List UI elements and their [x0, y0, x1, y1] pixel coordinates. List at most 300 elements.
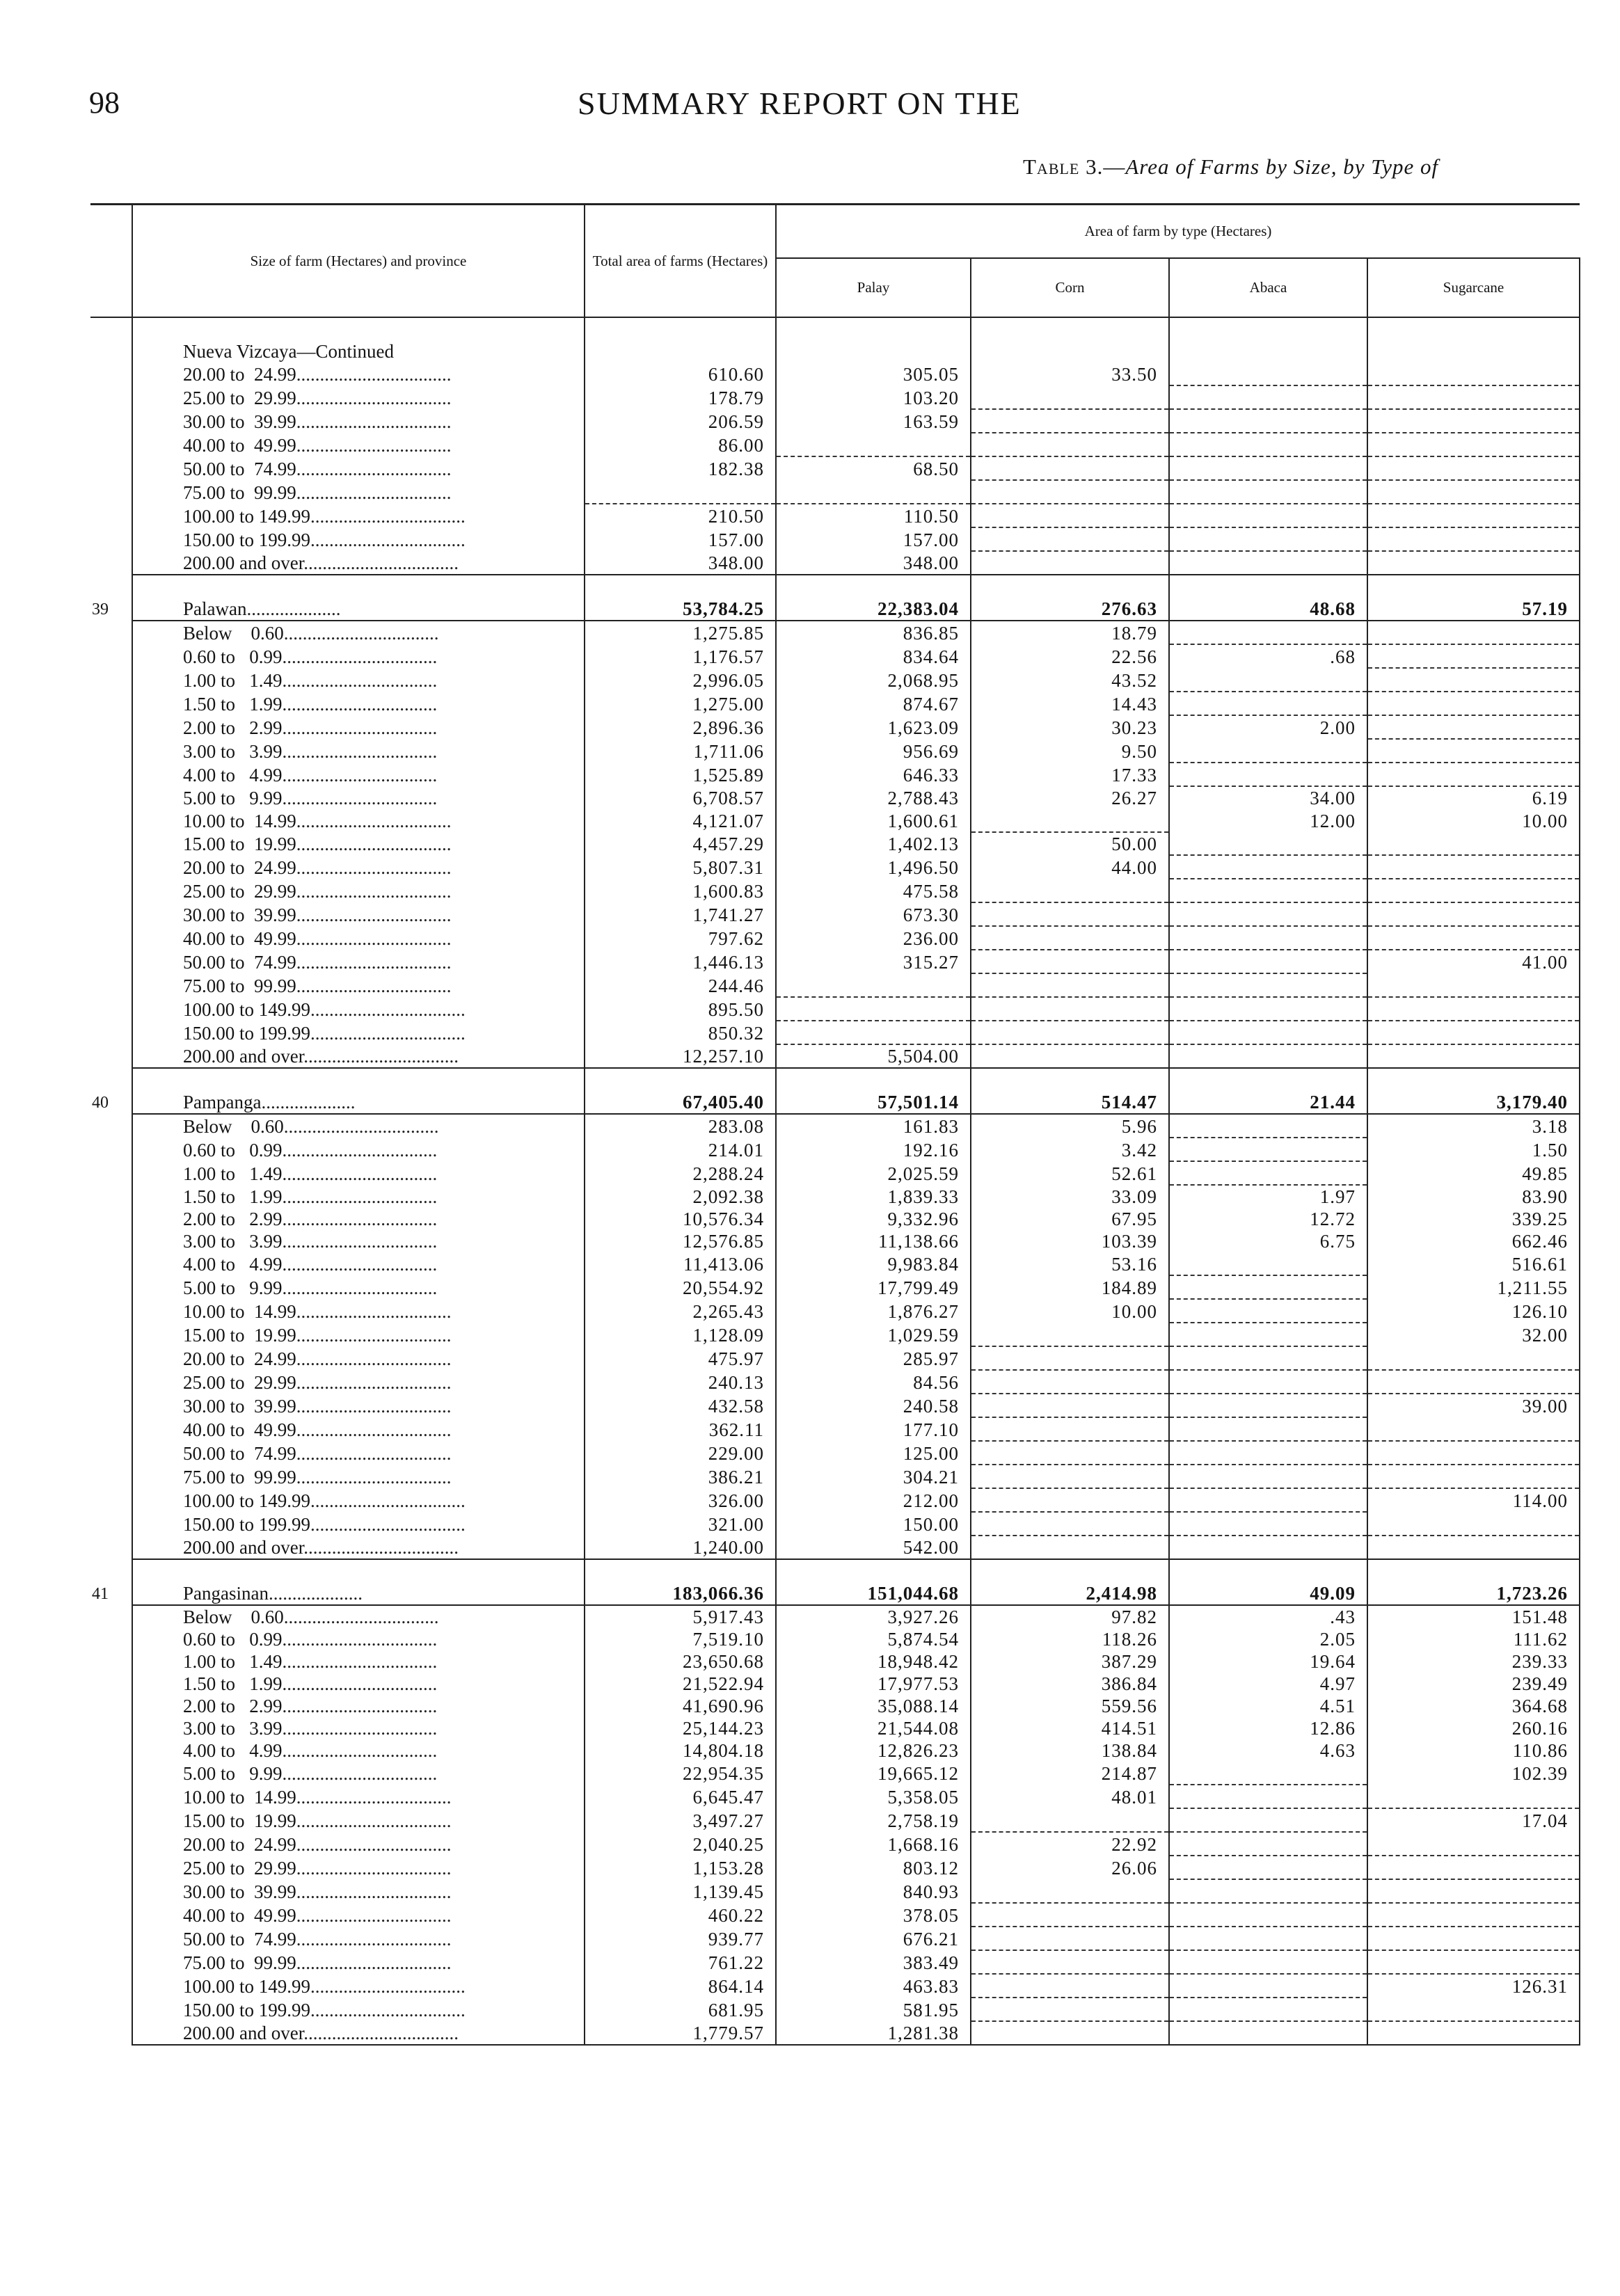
row-number-blank	[90, 855, 132, 879]
table-row	[90, 1974, 1580, 1998]
table-row	[90, 1605, 1580, 1628]
total-area-cell: 178.79	[585, 385, 776, 409]
corn-area-cell: 50.00	[971, 832, 1169, 855]
leader-dots: .................................	[296, 834, 452, 854]
size-class-label: 200.00 and over	[183, 1046, 304, 1067]
table-row	[90, 902, 1580, 926]
palay-area-cell: 68.50	[776, 456, 971, 480]
total-area-cell: 475.97	[585, 1346, 776, 1370]
sugarcane-area-cell: 126.31	[1367, 1974, 1580, 1998]
table-row	[90, 1785, 1580, 1808]
sugarcane-area-cell: 516.61	[1367, 1252, 1580, 1275]
province-corn-area: 514.47	[971, 1091, 1169, 1114]
leader-dots: .................................	[296, 388, 452, 408]
row-number-blank	[90, 1879, 132, 1903]
sugarcane-area-cell: 1.50	[1367, 1138, 1580, 1161]
table-row	[90, 1275, 1580, 1299]
sugarcane-area-cell	[1367, 1950, 1580, 1974]
size-class-label: Below 0.60	[183, 623, 284, 644]
corn-area-cell	[971, 950, 1169, 973]
palay-area-cell: 110.50	[776, 504, 971, 527]
palay-area-cell: 1,029.59	[776, 1323, 971, 1346]
row-number-blank	[90, 1044, 132, 1068]
sugarcane-area-cell: 102.39	[1367, 1762, 1580, 1785]
corn-area-cell: 9.50	[971, 739, 1169, 763]
total-area-cell: 86.00	[585, 433, 776, 456]
corn-area-cell: 214.87	[971, 1762, 1169, 1785]
leader-dots: .................................	[296, 1419, 452, 1440]
total-area-cell: 681.95	[585, 1998, 776, 2021]
palay-area-cell: 285.97	[776, 1346, 971, 1370]
header-size: Size of farm (Hectares) and province	[132, 205, 585, 318]
row-number-blank	[90, 1903, 132, 1927]
leader-dots: .................................	[303, 2023, 459, 2043]
abaca-area-cell	[1169, 1879, 1367, 1903]
table-row	[90, 668, 1580, 692]
abaca-area-cell: 12.72	[1169, 1208, 1367, 1230]
leader-dots: .................................	[310, 2000, 466, 2020]
section-spacer	[90, 575, 1580, 598]
corn-area-cell	[971, 2021, 1169, 2045]
row-number-blank	[90, 504, 132, 527]
province-number: 39	[92, 600, 109, 619]
size-class-label: 3.00 to 3.99	[183, 741, 283, 762]
table-row	[90, 1394, 1580, 1417]
palay-area-cell: 1,402.13	[776, 832, 971, 855]
total-area-cell: 939.77	[585, 1927, 776, 1950]
palay-area-cell: 581.95	[776, 1998, 971, 2021]
row-number-blank	[90, 1762, 132, 1785]
abaca-area-cell	[1169, 1161, 1367, 1185]
abaca-area-cell	[1169, 433, 1367, 456]
abaca-area-cell	[1169, 997, 1367, 1021]
table-row	[90, 1417, 1580, 1441]
size-class-label: 50.00 to 74.99	[183, 1929, 296, 1950]
corn-area-cell	[971, 551, 1169, 575]
size-class-label: 25.00 to 29.99	[183, 1858, 296, 1879]
table-row	[90, 1628, 1580, 1650]
total-area-cell: 2,288.24	[585, 1161, 776, 1185]
leader-dots: .................................	[296, 1301, 452, 1322]
abaca-area-cell	[1169, 409, 1367, 433]
corn-area-cell	[971, 1346, 1169, 1370]
section-spacer	[90, 1559, 1580, 1582]
row-number-blank	[90, 1717, 132, 1739]
table-row	[90, 739, 1580, 763]
row-number-blank	[90, 1785, 132, 1808]
palay-area-cell: 17,799.49	[776, 1275, 971, 1299]
corn-area-cell	[971, 527, 1169, 551]
row-number-blank	[90, 1465, 132, 1488]
size-class	[132, 1998, 585, 2021]
corn-area-cell	[971, 480, 1169, 504]
size-class	[132, 1346, 585, 1370]
corn-area-cell: 18.79	[971, 621, 1169, 644]
province-number: 41	[92, 1584, 109, 1603]
sugarcane-area-cell	[1367, 1998, 1580, 2021]
row-number-blank	[90, 763, 132, 786]
total-area-cell: 182.38	[585, 456, 776, 480]
corn-area-cell	[971, 1441, 1169, 1465]
size-class-label: 20.00 to 24.99	[183, 364, 296, 385]
abaca-area-cell: 2.00	[1169, 715, 1367, 739]
palay-area-cell: 1,281.38	[776, 2021, 971, 2045]
size-class	[132, 504, 585, 527]
size-class-label: 20.00 to 24.99	[183, 857, 296, 878]
leader-dots: .................................	[296, 482, 452, 503]
corn-area-cell: 26.27	[971, 786, 1169, 809]
table-row	[90, 1161, 1580, 1185]
palay-area-cell: 840.93	[776, 1879, 971, 1903]
province-corn-area	[971, 340, 1169, 362]
leader-dots: .................................	[296, 904, 452, 925]
total-area-cell: 864.14	[585, 1974, 776, 1998]
row-number-blank	[90, 1021, 132, 1044]
size-class	[132, 1903, 585, 1927]
sugarcane-area-cell: 114.00	[1367, 1488, 1580, 1512]
size-class	[132, 1394, 585, 1417]
total-area-cell: 210.50	[585, 504, 776, 527]
total-area-cell: 6,708.57	[585, 786, 776, 809]
size-class-label: 25.00 to 29.99	[183, 881, 296, 902]
leader-dots: .................................	[303, 1046, 459, 1067]
size-class-label: 5.00 to 9.99	[183, 1763, 283, 1784]
page-heading: SUMMARY REPORT ON THE	[578, 86, 1022, 121]
size-class-label: 30.00 to 39.99	[183, 1881, 296, 1902]
palay-area-cell: 5,504.00	[776, 1044, 971, 1068]
size-class-label: 5.00 to 9.99	[183, 1277, 283, 1298]
size-class-label: 40.00 to 49.99	[183, 1419, 296, 1440]
corn-area-cell: 386.84	[971, 1673, 1169, 1695]
sugarcane-area-cell: 662.46	[1367, 1230, 1580, 1252]
table-row	[90, 621, 1580, 644]
total-area-cell: 348.00	[585, 551, 776, 575]
palay-area-cell: 19,665.12	[776, 1762, 971, 1785]
province-corn-area: 276.63	[971, 598, 1169, 621]
leader-dots: .................................	[296, 975, 452, 996]
corn-area-cell: 118.26	[971, 1628, 1169, 1650]
sugarcane-area-cell	[1367, 879, 1580, 902]
corn-area-cell: 52.61	[971, 1161, 1169, 1185]
abaca-area-cell	[1169, 1465, 1367, 1488]
leader-dots: .................................	[282, 646, 438, 667]
corn-area-cell	[971, 1417, 1169, 1441]
leader-dots: .................................	[296, 1348, 452, 1369]
size-class	[132, 1465, 585, 1488]
sugarcane-area-cell	[1367, 1044, 1580, 1068]
row-number-blank	[90, 715, 132, 739]
row-number-blank	[90, 362, 132, 385]
total-area-cell	[585, 480, 776, 504]
palay-area-cell: 836.85	[776, 621, 971, 644]
row-number-blank	[90, 527, 132, 551]
total-area-cell: 1,741.27	[585, 902, 776, 926]
abaca-area-cell	[1169, 1808, 1367, 1832]
size-class-label: 1.50 to 1.99	[183, 694, 283, 715]
province-sugarcane-area: 57.19	[1367, 598, 1580, 621]
province-row	[90, 598, 1580, 621]
table-row	[90, 551, 1580, 575]
row-number-blank	[90, 1323, 132, 1346]
abaca-area-cell	[1169, 1488, 1367, 1512]
size-class	[132, 456, 585, 480]
leader-dots: .................................	[282, 1763, 438, 1784]
sugarcane-area-cell: 111.62	[1367, 1628, 1580, 1650]
palay-area-cell: 18,948.42	[776, 1650, 971, 1673]
size-class	[132, 621, 585, 644]
sugarcane-area-cell: 339.25	[1367, 1208, 1580, 1230]
abaca-area-cell: 12.86	[1169, 1717, 1367, 1739]
palay-area-cell: 803.12	[776, 1856, 971, 1879]
palay-area-cell: 2,025.59	[776, 1161, 971, 1185]
sugarcane-area-cell	[1367, 1512, 1580, 1536]
table-row	[90, 1044, 1580, 1068]
corn-area-cell	[971, 973, 1169, 997]
corn-area-cell	[971, 409, 1169, 433]
size-class-label: 2.00 to 2.99	[183, 1209, 283, 1229]
total-area-cell: 895.50	[585, 997, 776, 1021]
leader-dots: .................................	[282, 765, 438, 786]
row-number-blank	[90, 1252, 132, 1275]
table-row	[90, 1465, 1580, 1488]
row-number-blank	[90, 1185, 132, 1208]
sugarcane-area-cell: 6.19	[1367, 786, 1580, 809]
total-area-cell: 2,040.25	[585, 1832, 776, 1856]
header-abaca: Abaca	[1169, 258, 1367, 317]
sugarcane-area-cell	[1367, 385, 1580, 409]
total-area-cell: 21,522.94	[585, 1673, 776, 1695]
leader-dots: .................................	[310, 1490, 466, 1511]
abaca-area-cell: 6.75	[1169, 1230, 1367, 1252]
abaca-area-cell: .43	[1169, 1605, 1367, 1628]
sugarcane-area-cell	[1367, 997, 1580, 1021]
row-number-blank	[90, 973, 132, 997]
total-area-cell: 283.08	[585, 1114, 776, 1138]
size-class	[132, 1275, 585, 1299]
province-sugarcane-area: 3,179.40	[1367, 1091, 1580, 1114]
row-number-blank	[90, 551, 132, 575]
table-row	[90, 1114, 1580, 1138]
palay-area-cell: 240.58	[776, 1394, 971, 1417]
total-area-cell: 326.00	[585, 1488, 776, 1512]
abaca-area-cell	[1169, 551, 1367, 575]
corn-area-cell	[971, 902, 1169, 926]
abaca-area-cell	[1169, 1927, 1367, 1950]
leader-dots: .................................	[282, 1718, 438, 1739]
size-class	[132, 1512, 585, 1536]
total-area-cell: 23,650.68	[585, 1650, 776, 1673]
size-class-label: 25.00 to 29.99	[183, 388, 296, 408]
corn-area-cell	[971, 385, 1169, 409]
size-class	[132, 1044, 585, 1068]
province-abaca-area: 48.68	[1169, 598, 1367, 621]
row-number-blank	[90, 1808, 132, 1832]
sugarcane-area-cell	[1367, 456, 1580, 480]
province-abaca-area: 21.44	[1169, 1091, 1367, 1114]
table-row	[90, 1512, 1580, 1536]
palay-area-cell: 12,826.23	[776, 1739, 971, 1762]
total-area-cell: 1,139.45	[585, 1879, 776, 1903]
leader-dots: .................................	[310, 529, 466, 550]
size-class	[132, 433, 585, 456]
corn-area-cell: 22.92	[971, 1832, 1169, 1856]
abaca-area-cell: 12.00	[1169, 809, 1367, 832]
province-name	[132, 1582, 585, 1605]
abaca-area-cell	[1169, 902, 1367, 926]
corn-area-cell	[971, 1927, 1169, 1950]
size-class	[132, 739, 585, 763]
abaca-area-cell	[1169, 1832, 1367, 1856]
corn-area-cell: 387.29	[971, 1650, 1169, 1673]
province-palay-area: 151,044.68	[776, 1582, 971, 1605]
size-class-label: 30.00 to 39.99	[183, 1396, 296, 1417]
row-number-blank	[90, 1230, 132, 1252]
total-area-cell: 2,092.38	[585, 1185, 776, 1208]
size-class	[132, 1974, 585, 1998]
size-class	[132, 1208, 585, 1230]
province-corn-area: 2,414.98	[971, 1582, 1169, 1605]
size-class-label: 15.00 to 19.99	[183, 834, 296, 854]
corn-area-cell	[971, 1998, 1169, 2021]
leader-dots: .................................	[310, 1514, 466, 1535]
total-area-cell: 1,275.00	[585, 692, 776, 715]
row-number-blank	[90, 1275, 132, 1299]
table-row	[90, 926, 1580, 950]
corn-area-cell: 67.95	[971, 1208, 1169, 1230]
palay-area-cell: 212.00	[776, 1488, 971, 1512]
leader-dots: ....................	[246, 598, 341, 619]
table-row	[90, 480, 1580, 504]
sugarcane-area-cell: 39.00	[1367, 1394, 1580, 1417]
row-number-blank	[90, 786, 132, 809]
palay-area-cell: 3,927.26	[776, 1605, 971, 1628]
palay-area-cell	[776, 480, 971, 504]
size-class-label: 5.00 to 9.99	[183, 788, 283, 808]
row-number-blank	[90, 1208, 132, 1230]
sugarcane-area-cell: 3.18	[1367, 1114, 1580, 1138]
size-class-label: 10.00 to 14.99	[183, 811, 296, 831]
province-palay-area: 57,501.14	[776, 1091, 971, 1114]
leader-dots: .................................	[310, 1023, 466, 1044]
abaca-area-cell	[1169, 362, 1367, 385]
abaca-area-cell: 34.00	[1169, 786, 1367, 809]
palay-area-cell: 378.05	[776, 1903, 971, 1927]
corn-area-cell	[971, 1021, 1169, 1044]
abaca-area-cell	[1169, 1114, 1367, 1138]
size-class	[132, 1536, 585, 1559]
abaca-area-cell	[1169, 1394, 1367, 1417]
abaca-area-cell	[1169, 1044, 1367, 1068]
palay-area-cell: 315.27	[776, 950, 971, 973]
province-name-text: Pampanga	[183, 1092, 262, 1113]
sugarcane-area-cell	[1367, 362, 1580, 385]
total-area-cell: 1,711.06	[585, 739, 776, 763]
size-class-label: 0.60 to 0.99	[183, 1629, 283, 1650]
palay-area-cell: 1,496.50	[776, 855, 971, 879]
abaca-area-cell	[1169, 504, 1367, 527]
leader-dots: .................................	[296, 411, 452, 432]
total-area-cell: 1,525.89	[585, 763, 776, 786]
abaca-area-cell	[1169, 480, 1367, 504]
corn-area-cell: 22.56	[971, 644, 1169, 668]
table-row	[90, 1138, 1580, 1161]
size-class	[132, 1695, 585, 1717]
abaca-area-cell	[1169, 1370, 1367, 1394]
table-row	[90, 2021, 1580, 2045]
palay-area-cell: 475.58	[776, 879, 971, 902]
abaca-area-cell	[1169, 692, 1367, 715]
table-row	[90, 1673, 1580, 1695]
size-class	[132, 855, 585, 879]
total-area-cell: 5,917.43	[585, 1605, 776, 1628]
size-class-label: 40.00 to 49.99	[183, 928, 296, 949]
row-number-blank	[90, 1832, 132, 1856]
size-class	[132, 409, 585, 433]
abaca-area-cell: 4.97	[1169, 1673, 1367, 1695]
size-class	[132, 1927, 585, 1950]
size-class-label: 100.00 to 149.99	[183, 1976, 311, 1997]
corn-area-cell: 44.00	[971, 855, 1169, 879]
row-number-blank	[90, 1695, 132, 1717]
sugarcane-area-cell	[1367, 1536, 1580, 1559]
row-number-blank	[90, 2021, 132, 2045]
table-row	[90, 1299, 1580, 1323]
row-number-blank	[90, 1346, 132, 1370]
row-number-blank	[90, 1161, 132, 1185]
farm-area-table	[90, 203, 1580, 2046]
size-class-label: 10.00 to 14.99	[183, 1301, 296, 1322]
abaca-area-cell	[1169, 621, 1367, 644]
size-class-label: 200.00 and over	[183, 552, 304, 573]
table-row	[90, 1323, 1580, 1346]
sugarcane-area-cell: 10.00	[1367, 809, 1580, 832]
palay-area-cell: 9,332.96	[776, 1208, 971, 1230]
table-row	[90, 950, 1580, 973]
header-total: Total area of farms (Hectares)	[585, 205, 776, 318]
row-number-blank	[90, 739, 132, 763]
palay-area-cell: 2,068.95	[776, 668, 971, 692]
size-class-label: 0.60 to 0.99	[183, 646, 283, 667]
corn-area-cell	[971, 1903, 1169, 1927]
table-row	[90, 1739, 1580, 1762]
total-area-cell: 214.01	[585, 1138, 776, 1161]
row-number-blank	[90, 950, 132, 973]
total-area-cell: 3,497.27	[585, 1808, 776, 1832]
abaca-area-cell	[1169, 1950, 1367, 1974]
size-class	[132, 551, 585, 575]
sugarcane-area-cell	[1367, 504, 1580, 527]
palay-area-cell: 542.00	[776, 1536, 971, 1559]
total-area-cell: 850.32	[585, 1021, 776, 1044]
table-row	[90, 1230, 1580, 1252]
leader-dots: .................................	[296, 1952, 452, 1973]
palay-area-cell: 673.30	[776, 902, 971, 926]
leader-dots: .................................	[282, 1186, 438, 1207]
palay-area-cell: 192.16	[776, 1138, 971, 1161]
leader-dots: .................................	[296, 1443, 452, 1464]
leader-dots: .................................	[296, 1834, 452, 1855]
row-number-blank	[90, 1394, 132, 1417]
table-row	[90, 1903, 1580, 1927]
row-number-blank	[90, 433, 132, 456]
corn-area-cell	[971, 1808, 1169, 1832]
palay-area-cell: 1,668.16	[776, 1832, 971, 1856]
province-number: 40	[92, 1093, 109, 1112]
table-row	[90, 385, 1580, 409]
palay-area-cell: 35,088.14	[776, 1695, 971, 1717]
palay-area-cell	[776, 433, 971, 456]
total-area-cell: 2,996.05	[585, 668, 776, 692]
